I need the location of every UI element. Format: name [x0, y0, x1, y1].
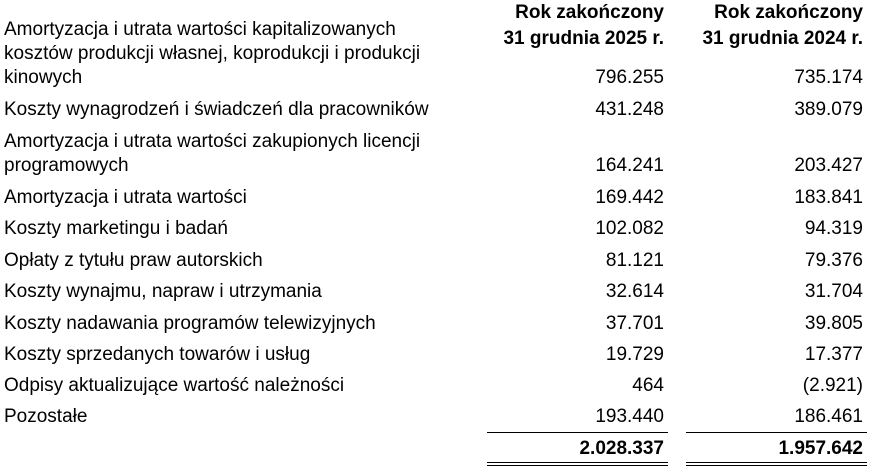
value-2025: 796.255	[595, 67, 664, 88]
row-label: Koszty sprzedanych towarów i usług	[4, 344, 311, 365]
value-2024: (2.921)	[802, 375, 863, 396]
total-2025: 2.028.337	[579, 438, 664, 459]
value-2024: 94.319	[804, 218, 863, 239]
row-label: Koszty nadawania programów telewizyjnych	[4, 313, 376, 334]
value-2025: 464	[632, 375, 664, 396]
value-2024: 79.376	[804, 250, 863, 271]
column-header-2025	[503, 0, 664, 52]
value-2024: 31.704	[804, 281, 863, 302]
total-double-rule-2024-a	[686, 462, 867, 463]
value-2024: 183.841	[794, 187, 863, 208]
row-label-line: kosztów produkcji własnej, koprodukcji i produkcji	[4, 43, 421, 64]
value-2024: 39.805	[804, 313, 863, 334]
value-2024: 186.461	[794, 406, 863, 427]
value-2024: 203.427	[794, 155, 863, 176]
value-2025: 431.248	[595, 99, 664, 120]
value-2024: 17.377	[804, 344, 863, 365]
row-label: Amortyzacja i utrata wartości	[4, 187, 247, 208]
column-header-2024-line1: Rok zakończony	[714, 2, 863, 23]
row-label-line: Amortyzacja i utrata wartości kapitalizowanych	[4, 19, 396, 40]
value-2024: 389.079	[794, 99, 863, 120]
value-2025: 32.614	[605, 281, 664, 302]
row-label: Koszty wynagrodzeń i świadczeń dla pracowników	[4, 99, 429, 120]
column-header-2025-line1: Rok zakończony	[515, 2, 664, 23]
row-label: Koszty wynajmu, napraw i utrzymania	[4, 281, 322, 302]
value-2025: 37.701	[605, 313, 664, 334]
row-label	[4, 130, 420, 178]
row-label-line: kinowych	[4, 67, 83, 88]
value-2025: 19.729	[605, 344, 664, 365]
column-header-2024-line2: 31 grudnia 2024 r.	[702, 28, 863, 49]
row-label: Koszty marketingu i badań	[4, 218, 228, 239]
value-2024: 735.174	[794, 67, 863, 88]
row-label: Odpisy aktualizujące wartość należności	[4, 375, 345, 396]
value-2025: 102.082	[595, 218, 664, 239]
total-rule-2025	[487, 432, 668, 433]
row-label: Opłaty z tytułu praw autorskich	[4, 250, 263, 271]
value-2025: 169.442	[595, 187, 664, 208]
total-rule-2024	[686, 432, 867, 433]
value-2025: 164.241	[595, 155, 664, 176]
row-label-line: Amortyzacja i utrata wartości zakupionych licencji	[4, 131, 421, 152]
row-label	[4, 18, 420, 90]
column-header-2025-line2: 31 grudnia 2025 r.	[503, 28, 664, 49]
value-2025: 81.121	[605, 250, 664, 271]
total-double-rule-2025-b	[487, 465, 668, 466]
column-header-2024	[702, 0, 863, 52]
total-2024: 1.957.642	[778, 438, 863, 459]
row-label: Pozostałe	[4, 406, 88, 427]
total-double-rule-2025-a	[487, 462, 668, 463]
row-label-line: programowych	[4, 155, 129, 176]
value-2025: 193.440	[595, 406, 664, 427]
total-double-rule-2024-b	[686, 465, 867, 466]
